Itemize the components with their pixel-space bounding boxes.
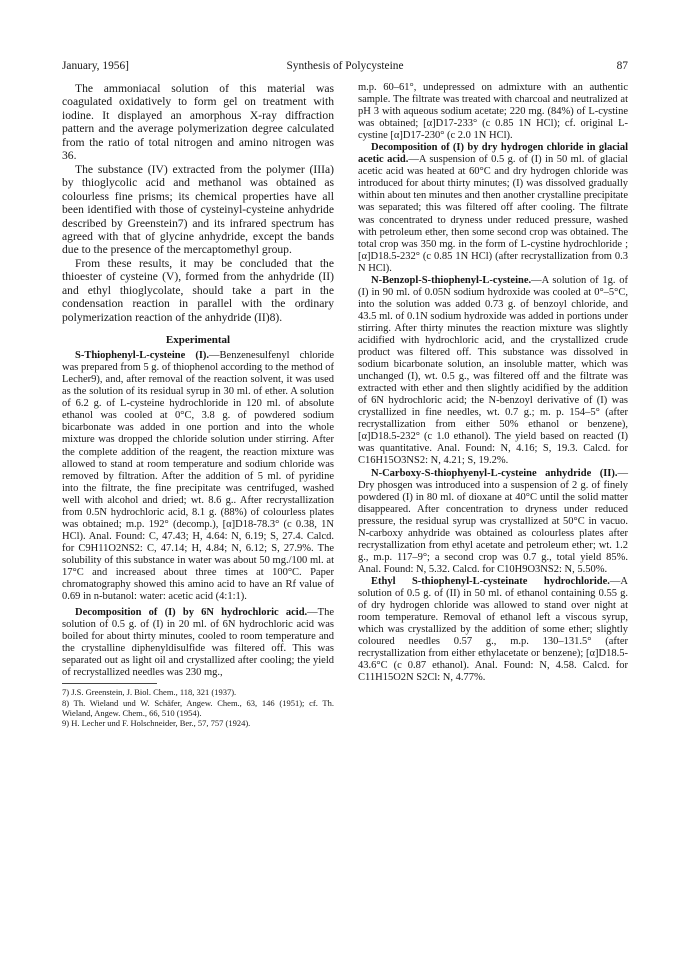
paragraph-conclusion: From these results, it may be concluded that the thioester of cysteine (V), formed from the anhydride (II) and ethyl thioglycolate, should take a part in the condensation reaction in parallel with the ordinary polymerization reaction of the anhydride (II)8). xyxy=(62,256,334,324)
page-number: 87 xyxy=(616,60,628,72)
paragraph-ethyl-ester xyxy=(358,576,628,684)
running-header xyxy=(62,58,628,74)
header-title: Synthesis of Polycysteine xyxy=(286,60,404,72)
run-in-heading: N-Carboxy-S-thiophyenyl-L-cysteine anhydride (II). xyxy=(371,467,618,479)
paragraph-decomposition-hcl xyxy=(62,607,334,679)
paragraph-n-carboxy-anhydride xyxy=(358,468,628,576)
paragraph-body: —The solution of 0.5 g. of (I) in 20 ml. of 6N hydrochloric acid was boiled for about thirty minutes, cooled to room temperature and the crystalline diphenyldisulfide was filtered off. This was separated out as light oil and crystallized after cooling; the yield of recrystallized needles was 230 mg., xyxy=(62,607,334,679)
paragraph-substance-iv: The substance (IV) extracted from the polymer (IIIa) by thioglycolic acid and methanol was obtained as colourless fine prisms; its chemical properties have all been identified with those of cysteinyl-cysteine anhydride described by Greenstein7) and its infrared spectrum has agreed with that of glycine anhydride, except the bands due to the presence of the mercaptomethyl group. xyxy=(62,162,334,257)
paragraph-body: —Benzenesulfenyl chloride was prepared from 5 g. of thiophenol according to the method of Lecher9), and, after removal of the reaction solvent, it was used as the solution of its residual syrup in 30 ml. of ether. A solution of 6.2 g. of L-cysteine hydrochloride in 120 ml. of absolute ethanol was cooled at 0°C, 3.8 g. of powdered sodium bicarbonate was added in one portion and into the whole mixture was dropped the chloride solution under stirring. After the complete addition of the reagent, the reaction mixture was allowed to stand at room temperature and sodium chloride was removed by filtration. After the addition of 5 ml. of pyridine into the filtrate, the fine precipitate was centrifuged, washed well with alcohol and dried; wt. 8.6 g.. After recrystallization from 0.5N hydrochloric acid, 8.1 g. (88%) of colourless plates was obtained; m.p. 192° (decomp.), [α]D18-78.3° (c 0.38, 1N HCl). Anal. Found: C, 47.43; H, 4.64: N, 6.19; S, 27.4. Calcd. for C9H11O2NS2: C, 47.14; H, 4.84; N, 6.12; S, 27.9%. The solubility of this substance in water was about 50 mg./100 ml. at 17°C and increased about three times at 100°C. Paper chromatography showed this amino acid to have an Rf value of 0.69 in n-butanol: water: acetic acid (4:1:1). xyxy=(62,350,334,603)
paragraph-s-thiophenyl-cysteine xyxy=(62,350,334,603)
header-date: January, 1956] xyxy=(62,60,129,72)
run-in-heading: S-Thiophenyl-L-cysteine (I). xyxy=(75,350,210,362)
run-in-heading: N-Benzopl-S-thiophenyl-L-cysteine. xyxy=(371,274,532,286)
footnote-8: 8) Th. Wieland und W. Schäfer, Angew. Chem., 63, 146 (1951); cf. Th. Wieland, Angew. Chem., 66, 510 (1954). xyxy=(62,697,334,719)
footnote-7: 7) J.S. Greenstein, J. Biol. Chem., 118, 321 (1937). xyxy=(62,687,237,698)
run-in-heading: Ethyl S-thiophenyl-L-cysteinate hydrochloride. xyxy=(371,575,610,587)
paragraph-n-benzoyl xyxy=(358,275,628,468)
paragraph-body: —A suspension of 0.5 g. of (I) in 50 ml. of glacial acetic acid was heated at 60°C and dry hydrogen chloride was introduced for about thirty minutes; (I) was dissolved gradually within about ten minutes and then another crystalline precipitate was separated; this was filtered off after cooling. The filtrate was concentrated to dryness under reduced pressure, washed with petroleum ether, then some second crop was obtained. The total crop was 350 mg. in the form of L-cystine hydrochloride ;[α]D18.5-232° (c 0.85 1N HCl) (after recrystallization from 0.3 N HCl). xyxy=(358,154,629,274)
paragraph-body: —A solution of 1g. of (I) in 90 ml. of 0.05N sodium hydroxide was cooled at 0°–5°C, into the solution was added 0.73 g. of benzoyl chloride, and 43.5 ml. of 0.1N sodium hydroxide was added in portions under stirring. After thirty minutes the reaction mixture was slightly acidified with hydrochloric acid, and the crystallized crude product was filtered off. This substance was dissolved in sodium bicarbonate solution, an insoluble matter, which was unchanged (I), wt. 0.5 g., was filtered off and the filtrate was extracted with ether and then slightly acidified by the addition of 6N hydrochloric acid; the N-benzoyl derivative of (I) was crystallized in fine needles, wt. 0.7 g.; m. p. 154–5° (after recrystallization from either 50% ethanol or benzene), [α]D18.5-232° (c 1.0 ethanol). The yield based on reacted (I) was quantitative. Anal. Found: N, 4.16; S, 19.3. Calcd. for C16H15O3NS2: N, 4.21; S, 19.2%. xyxy=(358,274,628,467)
paragraph-body: —Dry phosgen was introduced into a suspension of 2 g. of finely powdered (I) in 80 ml. of dioxane at 40°C until the solid matter disappeared. After concentration to dryness under reduced pressure, the residual syrup was crystallized at 50°C in vacuo. N-carboxy anhydride was obtained as colourless plates after recrystallization from ethyl acetate and petroleum ether; wt. 1.2 g., m.p. 117–9°; a second crop was 0.7 g., total yield 85%. Anal. Found: N, 5.32. Calcd. for C10H9O3NS2: N, 5.50%. xyxy=(358,467,628,575)
run-in-heading: Decomposition of (I) by dry hydrogen chloride in glacial acetic acid. xyxy=(358,142,628,166)
right-column xyxy=(358,82,628,684)
footnote-9: 9) H. Lecher und F. Holschneider, Ber., 57, 757 (1924). xyxy=(62,718,251,729)
section-heading-experimental: Experimental xyxy=(165,334,231,347)
paragraph-body: —A solution of 0.5 g. of (II) in 50 ml. of ethanol containing 0.55 g. of dry hydrogen chloride was allowed to stand over night at room temperature. Removal of ethanol left a viscous syrup, which was crystallized by the addition of some ether; slightly coloured needles 0.57 g., m.p. 130–131.5° (after recrystallization from either ethylacetate or benzene); [α]D18.5-43.6°C (c 0.87 ethanol). Anal. Found: N, 4.58. Calcd. for C11H15O2N S2Cl: N, 4.77%. xyxy=(358,575,628,684)
paragraph-continued: m.p. 60–61°, undepressed on admixture with an authentic sample. The filtrate was treated with charcoal and neutralized at pH 3 with aqueous sodium acetate; 220 mg. (84%) of L-cystine was obtained; [α]D17-233° (c 0.85 1N HCl); cf. original L-cystine [α]D17-230° (c 2.0 1N HCl). xyxy=(358,82,628,142)
left-column xyxy=(62,82,334,729)
run-in-heading: Decomposition of (I) by 6N hydrochloric acid. xyxy=(75,607,308,619)
paragraph-decomposition-acetic xyxy=(358,142,628,275)
intro-discussion xyxy=(62,82,334,324)
footnotes xyxy=(62,687,334,728)
paragraph-gel-formation: The ammoniacal solution of this material was coagulated oxidatively to form gel on treatment with iodine. It displayed an amorphous X-ray diffraction pattern and the average polymerization degree calculated from the ratio of total nitrogen and amino nitrogen was 36. xyxy=(62,82,334,163)
